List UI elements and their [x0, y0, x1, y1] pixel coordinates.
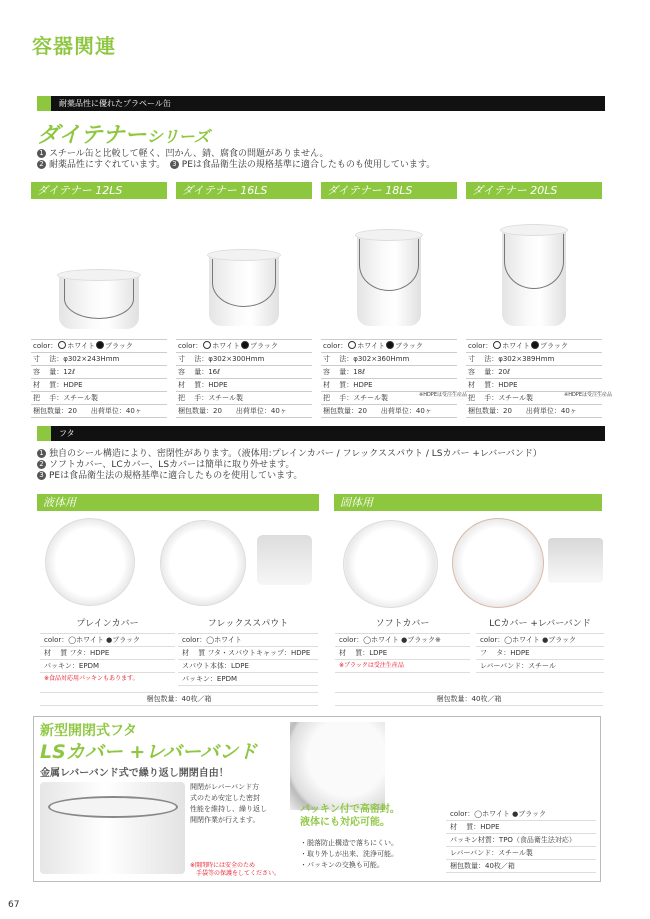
spec-volume: 容 量：12ℓ — [31, 366, 167, 379]
spec-dimension: 寸 法：φ302×243Hmm — [31, 353, 167, 366]
lid-packing: パッキン：EPDM — [178, 673, 318, 686]
color-label: color： — [323, 342, 348, 350]
ls-spec — [446, 808, 596, 873]
bucket-image — [466, 199, 602, 339]
white-swatch — [203, 341, 211, 349]
product-name: ダイテナー 16LS — [176, 182, 312, 199]
bucket-image — [321, 199, 457, 339]
flex-spout-image — [160, 520, 246, 606]
feature-text: スチール缶と比較して軽く、凹かん、錆、腐食の問題がありません。 — [49, 149, 329, 159]
spec-color — [321, 340, 457, 353]
product-card — [321, 182, 467, 418]
feature-item — [37, 460, 542, 471]
handle-text: 把 手：スチール製 — [178, 394, 243, 402]
black-swatch — [96, 341, 104, 349]
bucket-image — [31, 199, 167, 339]
lid-material: 材 質 フタ：HDPE — [40, 647, 175, 660]
bullet-number: 1 — [37, 449, 46, 458]
ls-description — [190, 782, 267, 826]
spec-volume: 容 量：18ℓ — [321, 366, 457, 379]
lid-card — [40, 616, 175, 685]
black-label: ブラック — [395, 342, 423, 350]
lever-band-ring — [48, 796, 178, 818]
lever-band-detail-image — [548, 538, 603, 583]
spec-table — [321, 339, 467, 418]
white-swatch — [58, 341, 66, 349]
bucket-handle — [212, 259, 276, 307]
bucket-handle — [359, 239, 419, 291]
series-title — [37, 118, 210, 149]
spec-color — [466, 340, 602, 353]
ls-pack-quantity: 梱包数量：40枚／箱 — [446, 860, 596, 873]
spec-table — [176, 339, 312, 418]
spec-material: 材 質：HDPE — [176, 379, 312, 392]
spec-volume: 容 量：20ℓ — [466, 366, 602, 379]
ls-green-copy — [300, 803, 400, 829]
lid-card — [335, 616, 470, 673]
lid-color: color：◯ホワイト — [178, 634, 318, 647]
lid-card — [476, 616, 604, 673]
black-label: ブラック — [105, 342, 133, 350]
handle-text: 把 手：スチール製 — [323, 394, 388, 402]
white-label: ホワイト — [502, 342, 531, 350]
soft-cover-image — [343, 520, 438, 608]
section-bar-lids: フタ — [37, 426, 605, 441]
spec-material: 材 質：HDPE — [321, 379, 457, 392]
lc-cover-image — [452, 518, 544, 608]
lid-name: プレインカバー — [76, 619, 139, 629]
ls-band: レバーバンド：スチール製 — [446, 847, 596, 860]
product-card — [176, 182, 312, 418]
lid-color: color：◯ホワイト ●ブラック — [476, 634, 604, 647]
feature-item — [37, 449, 542, 460]
lid-note: ※ブラックは受注生産品 — [335, 660, 470, 673]
white-label: ホワイト — [357, 342, 386, 350]
section-bar-pails: 耐薬品性に優れたプラペール缶 — [37, 96, 605, 111]
black-label: ブラック — [250, 342, 278, 350]
spec-pack: 梱包数量：20 出荷単位：40ヶ — [321, 405, 457, 418]
lid-name: ソフトカバー — [375, 619, 430, 629]
lid-material: 材 質 フタ・スパウトキャップ：HDPE — [178, 647, 318, 660]
spec-volume: 容 量：16ℓ — [176, 366, 312, 379]
spec-handle — [31, 392, 167, 405]
tab-solid: 固体用 — [334, 494, 602, 511]
ls-points — [300, 838, 398, 871]
feature-text: PEは食品衛生法の規格基準に適合したものも使用しています。 — [181, 160, 436, 170]
ls-title-sub: 新型開閉式フタ — [40, 723, 138, 739]
bullet-number: 3 — [170, 160, 179, 169]
feature-text: 耐薬品性にすぐれています。 — [49, 160, 161, 170]
handle-text: 把 手：スチール製 — [468, 394, 533, 402]
spec-pack: 梱包数量：20 出荷単位：40ヶ — [31, 405, 167, 418]
spec-handle — [176, 392, 312, 405]
bullet-number: 1 — [37, 149, 46, 158]
tab-liquid: 液体用 — [37, 494, 319, 511]
lid-spec — [335, 633, 470, 673]
plain-cover-image — [45, 518, 135, 606]
product-card — [31, 182, 167, 418]
feature-item — [37, 149, 435, 160]
lid-spec — [40, 633, 175, 685]
handle-text: 把 手：スチール製 — [33, 394, 98, 402]
product-name: ダイテナー 18LS — [321, 182, 457, 199]
solid-pack-quantity: 梱包数量：40枚／箱 — [335, 692, 603, 706]
lid-material: 材 質：LDPE — [335, 647, 470, 660]
ls-closeup-image — [290, 722, 385, 810]
spec-handle — [466, 392, 612, 405]
feature-item — [37, 471, 542, 482]
page-number: 67 — [8, 900, 20, 910]
ls-color: color：◯ホワイト ●ブラック — [446, 808, 596, 821]
lid-note: ※食品対応用パッキンもあります。 — [44, 675, 139, 682]
green-line: 液体にも対応可能。 — [300, 817, 390, 828]
lid-name: フレックススパウト — [207, 619, 289, 629]
white-swatch — [493, 341, 501, 349]
spec-note: ※HDPEは受注生産品 — [419, 392, 467, 398]
product-name: ダイテナー 20LS — [466, 182, 602, 199]
product-card — [466, 182, 612, 418]
series-suffix: シリーズ — [146, 127, 210, 146]
spec-table — [466, 339, 612, 418]
bucket-handle — [504, 234, 564, 289]
feature-text: 独自のシール構造により、密閉性があります。（液体用:プレインカバー / フレックススパウト / LSカバー +レバーバンド） — [49, 449, 542, 459]
lid-color: color：◯ホワイト ●ブラック — [40, 634, 175, 647]
lid-spec — [178, 633, 318, 686]
spec-note: ※HDPEは受注生産品 — [564, 392, 612, 398]
spec-color — [31, 340, 167, 353]
warn-line: ※開閉時には安全のため — [190, 862, 256, 869]
point-line: ・脱落防止構造で落ちにくい。 — [300, 839, 398, 847]
white-swatch — [348, 341, 356, 349]
lid-packing: パッキン：EPDM — [40, 660, 175, 673]
point-line: ・取り外しが出来、洗浄可能。 — [300, 850, 398, 858]
spec-material: 材 質：HDPE — [31, 379, 167, 392]
spec-dimension: 寸 法：φ302×300Hmm — [176, 353, 312, 366]
series-name: ダイテナー — [37, 123, 147, 148]
point-line: ・パッキンの交換も可能。 — [300, 861, 384, 869]
black-swatch — [241, 341, 249, 349]
green-line: パッキン付で高密封。 — [300, 804, 400, 815]
liquid-pack-quantity: 梱包数量：40枚／箱 — [40, 692, 318, 706]
spout-detail-image — [257, 535, 312, 585]
page-title: 容器関連 — [32, 34, 116, 58]
ls-title-main: LSカバー +レバーバンド — [40, 741, 258, 763]
lid-material: フ タ：HDPE — [476, 647, 604, 660]
feature-text: PEは食品衛生法の規格基準に適合したものを使用しています。 — [49, 471, 303, 481]
ls-subtitle: 金属レバーバンド式で繰り返し開閉自由！ — [40, 768, 229, 779]
desc-line: 式のため安定した密封 — [190, 794, 260, 802]
desc-line: 性能を維持し、繰り返し — [190, 805, 267, 813]
lid-name: LCカバー +レバーバンド — [489, 619, 591, 629]
black-swatch — [386, 341, 394, 349]
spec-dimension: 寸 法：φ302×360Hmm — [321, 353, 457, 366]
white-label: ホワイト — [212, 342, 241, 350]
bullet-number: 3 — [37, 471, 46, 480]
black-swatch — [531, 341, 539, 349]
spec-color — [176, 340, 312, 353]
feature-list — [37, 149, 435, 171]
ls-packing: パッキン材質：TPO（食品衛生法対応） — [446, 834, 596, 847]
lid-card — [178, 616, 318, 686]
white-label: ホワイト — [67, 342, 96, 350]
lid-band: レバーバンド：スチール — [476, 660, 604, 673]
color-label: color： — [33, 342, 58, 350]
color-label: color： — [178, 342, 203, 350]
spec-table — [31, 339, 167, 418]
ls-material: 材 質：HDPE — [446, 821, 596, 834]
bucket-image — [176, 199, 312, 339]
desc-line: 開閉がレバーバンド方 — [190, 783, 260, 791]
spec-material: 材 質：HDPE — [466, 379, 602, 392]
lid-spec — [476, 633, 604, 673]
spec-pack: 梱包数量：20 出荷単位：40ヶ — [176, 405, 312, 418]
black-label: ブラック — [540, 342, 568, 350]
lid-color: color：◯ホワイト ●ブラック※ — [335, 634, 470, 647]
lid-feature-list — [37, 449, 542, 482]
spec-handle — [321, 392, 467, 405]
warn-line: 手袋等の保護をしてください。 — [190, 870, 281, 877]
feature-text: ソフトカバー、LCカバー、LSカバーは簡単に取り外せます。 — [49, 460, 295, 470]
bucket-handle — [64, 279, 134, 319]
spec-pack: 梱包数量：20 出荷単位：40ヶ — [466, 405, 602, 418]
product-name: ダイテナー 12LS — [31, 182, 167, 199]
desc-line: 開閉作業が行えます。 — [190, 816, 260, 824]
bullet-number: 2 — [37, 460, 46, 469]
feature-item — [37, 160, 435, 171]
lid-spout: スパウト本体：LDPE — [178, 660, 318, 673]
ls-warning — [190, 862, 280, 878]
bullet-number: 2 — [37, 160, 46, 169]
spec-dimension: 寸 法：φ302×389Hmm — [466, 353, 602, 366]
color-label: color： — [468, 342, 493, 350]
